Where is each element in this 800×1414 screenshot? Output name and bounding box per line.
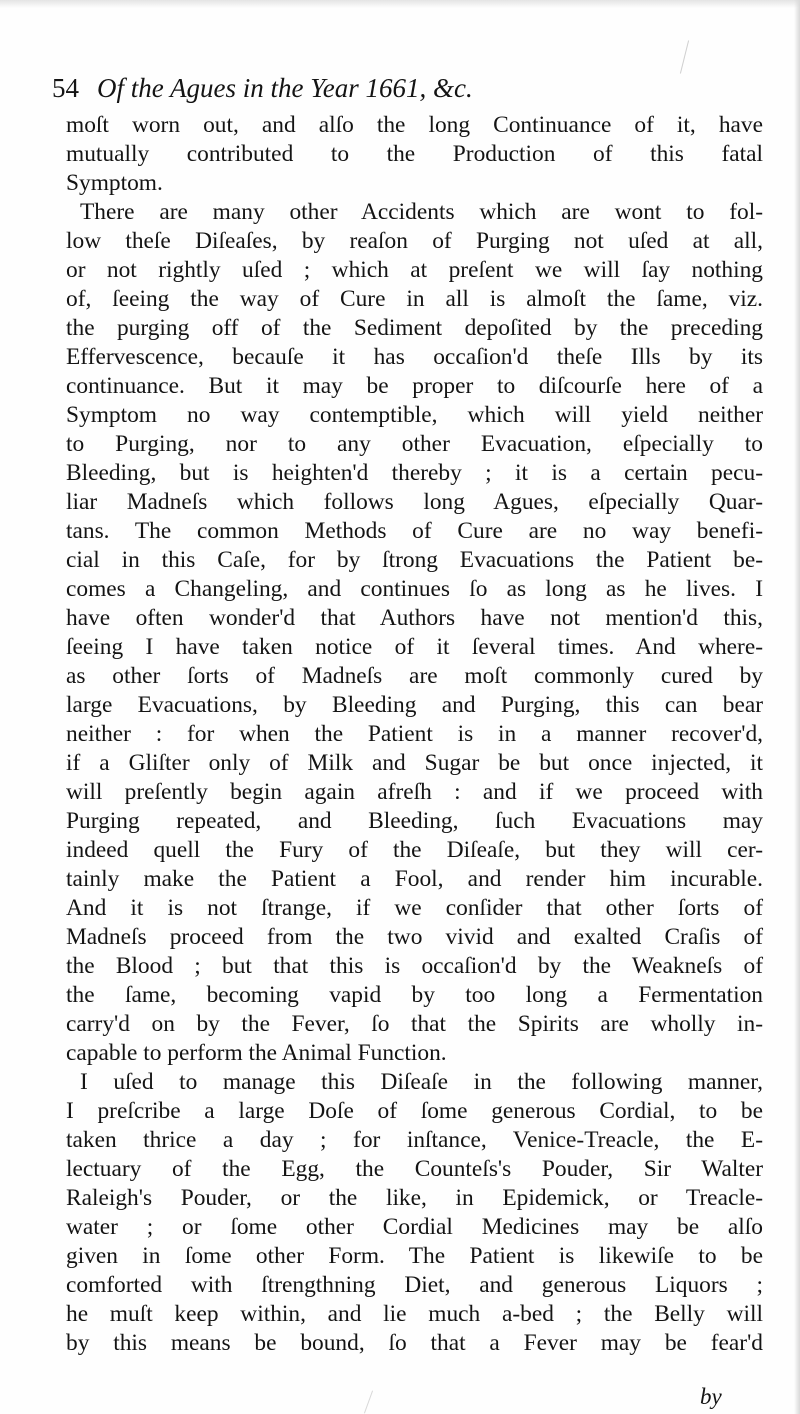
text-line: large Evacuations, by Bleeding and Purging, this can bear (66, 692, 763, 718)
text-line: mutually contributed to the Production of this fatal (66, 141, 763, 167)
text-line: I preſcribe a large Doſe of ſome generous Cordial, to be (66, 1098, 763, 1124)
text-line: to Purging, nor to any other Evacuation, eſpecially to (66, 431, 763, 457)
text-line: taken thrice a day ; for inſtance, Venice-Treacle, the E- (66, 1127, 763, 1153)
text-line: There are many other Accidents which are wont to fol- (80, 199, 763, 225)
running-title: Of the Agues in the Year 1661, (97, 73, 427, 103)
text-line: I uſed to manage this Diſeaſe in the following manner, (80, 1069, 763, 1095)
page-number: 54 (52, 73, 79, 103)
text-line: And it is not ſtrange, if we conſider that other ſorts of (66, 895, 763, 921)
text-line: ſeeing I have taken notice of it ſeveral times. And where- (66, 634, 763, 660)
text-line: cial in this Caſe, for by ſtrong Evacuations the Patient be- (66, 547, 763, 573)
text-line: neither : for when the Patient is in a manner recover'd, (66, 721, 763, 747)
text-line: the ſame, becoming vapid by too long a Fermentation (66, 982, 763, 1008)
text-line: by this means be bound, ſo that a Fever may be fear'd (66, 1330, 763, 1356)
text-line: liar Madneſs which follows long Agues, eſpecially Quar- (66, 489, 763, 515)
text-line: indeed quell the Fury of the Diſeaſe, but they will cer- (66, 837, 763, 863)
text-line: capable to perform the Animal Function. (66, 1040, 447, 1066)
text-line: have often wonder'd that Authors have not mention'd this, (66, 605, 763, 631)
body-text (66, 111, 763, 1358)
text-line: water ; or ſome other Cordial Medicines may be alſo (66, 1214, 763, 1240)
text-line: he muſt keep within, and lie much a-bed ; the Belly will (66, 1301, 763, 1327)
catchword: by (700, 1384, 722, 1409)
running-header (52, 68, 692, 108)
text-line: Effervescence, becauſe it has occaſion'd theſe Ills by its (66, 344, 763, 370)
text-line: Madneſs proceed from the two vivid and exalted Craſis of (66, 924, 763, 950)
text-line: Symptom. (66, 170, 163, 196)
text-line: moſt worn out, and alſo the long Continuance of it, have (66, 112, 763, 138)
text-line: continuance. But it may be proper to diſcourſe here of a (66, 373, 763, 399)
page-shadow-right (794, 0, 800, 1414)
text-line: Purging repeated, and Bleeding, ſuch Evacuations may (66, 808, 763, 834)
text-line: comes a Changeling, and continues ſo as long as he lives. I (66, 576, 763, 602)
text-line: will preſently begin again afreſh : and if we proceed with (66, 779, 763, 805)
text-line: comforted with ſtrengthning Diet, and generous Liquors ; (66, 1272, 763, 1298)
text-line: given in ſome other Form. The Patient is likewiſe to be (66, 1243, 763, 1269)
text-line: as other ſorts of Madneſs are moſt commonly cured by (66, 663, 763, 689)
text-line: low theſe Diſeaſes, by reaſon of Purging not uſed at all, (66, 228, 763, 254)
text-line: carry'd on by the Fever, ſo that the Spirits are wholly in- (66, 1011, 763, 1037)
running-title-etc: &c. (433, 73, 473, 103)
scan-artifact (364, 1391, 373, 1414)
text-line: the Blood ; but that this is occaſion'd by the Weakneſs of (66, 953, 763, 979)
text-line: the purging off of the Sediment depoſited by the preceding (66, 315, 763, 341)
text-line: of, ſeeing the way of Cure in all is almoſt the ſame, viz. (66, 286, 763, 312)
text-line: tans. The common Methods of Cure are no way benefi- (66, 518, 763, 544)
text-line: tainly make the Patient a Fool, and render him incurable. (66, 866, 763, 892)
text-line: lectuary of the Egg, the Counteſs's Pouder, Sir Walter (66, 1156, 763, 1182)
text-line: Bleeding, but is heighten'd thereby ; it is a certain pecu- (66, 460, 763, 486)
text-line: if a Gliſter only of Milk and Sugar be but once injected, it (66, 750, 763, 776)
text-line: Symptom no way contemptible, which will yield neither (66, 402, 763, 428)
text-line: Raleigh's Pouder, or the like, in Epidemick, or Treacle- (66, 1185, 763, 1211)
text-line: or not rightly uſed ; which at preſent we will ſay nothing (66, 257, 763, 283)
page-shadow-top (0, 0, 800, 8)
